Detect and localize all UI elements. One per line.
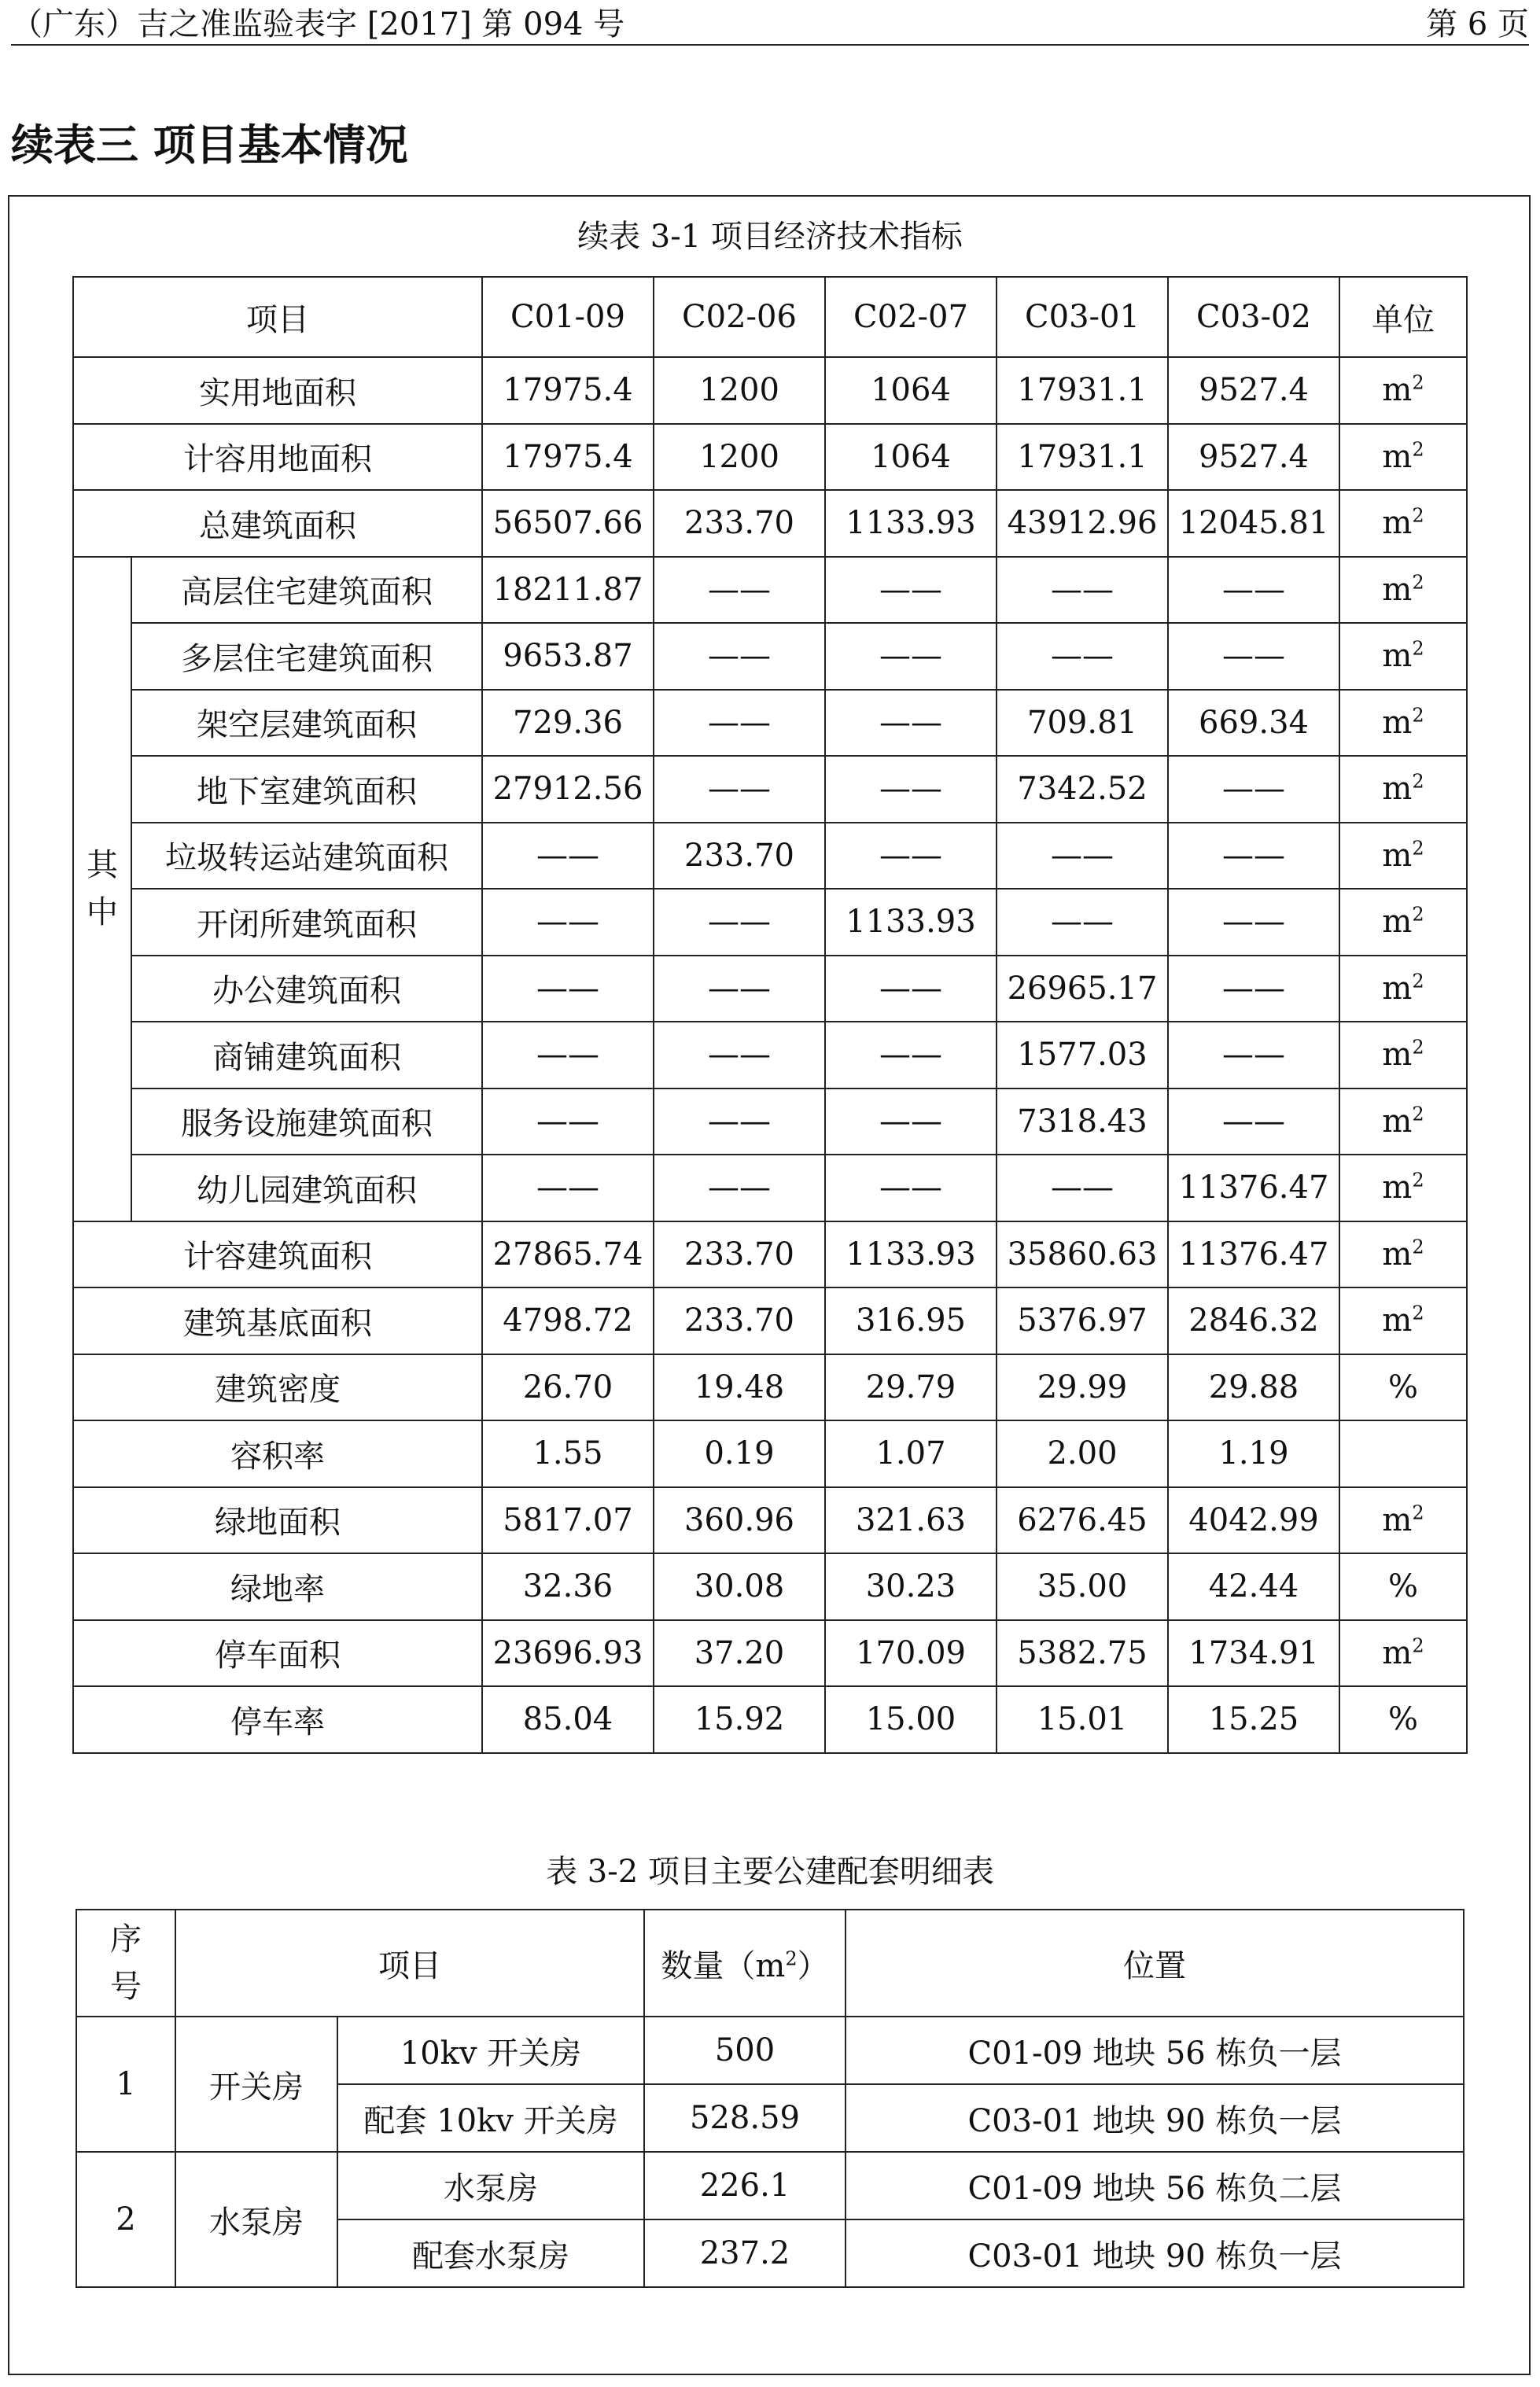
row-label: 计容建筑面积 <box>73 1221 482 1288</box>
unit-exponent: 2 <box>1412 837 1424 860</box>
table-header-row <box>73 277 1467 357</box>
value-cell: 233.70 <box>654 823 825 890</box>
table-row <box>73 1089 1467 1155</box>
value-cell: —— <box>654 557 825 624</box>
value-cell: —— <box>825 1089 997 1155</box>
value-cell: —— <box>997 823 1168 890</box>
value-cell: —— <box>997 623 1168 690</box>
column-header: C03-01 <box>997 277 1168 357</box>
unit-cell <box>1339 1089 1467 1155</box>
value-cell: —— <box>654 956 825 1022</box>
value-cell: —— <box>654 623 825 690</box>
column-header: C02-07 <box>825 277 997 357</box>
page-header <box>11 5 1529 46</box>
value-cell: 15.01 <box>997 1686 1168 1753</box>
category-cell: 水泵房 <box>175 2152 337 2287</box>
row-label: 总建筑面积 <box>73 490 482 557</box>
row-label: 服务设施建筑面积 <box>131 1089 482 1155</box>
value-cell: —— <box>482 956 654 1022</box>
unit-text: m <box>1382 970 1413 1007</box>
table1-caption: 续表 3-1 项目经济技术指标 <box>577 219 963 255</box>
table-row <box>73 756 1467 823</box>
row-label: 办公建筑面积 <box>131 956 482 1022</box>
value-cell: 2846.32 <box>1168 1287 1339 1354</box>
row-label: 架空层建筑面积 <box>131 690 482 757</box>
table-row <box>73 889 1467 956</box>
unit-text: m <box>1382 438 1413 475</box>
item-cell: 10kv 开关房 <box>337 2017 644 2084</box>
value-cell: —— <box>1168 1022 1339 1089</box>
table-row <box>76 2152 1464 2219</box>
unit-text: m <box>1382 1501 1413 1538</box>
unit-exponent: 2 <box>1412 704 1424 727</box>
value-cell: 1.07 <box>825 1420 997 1487</box>
table-row <box>73 1354 1467 1421</box>
value-cell: 35860.63 <box>997 1221 1168 1288</box>
unit-text: % <box>1387 1368 1418 1405</box>
value-cell: 5817.07 <box>482 1487 654 1554</box>
value-cell: 1064 <box>825 357 997 424</box>
unit-text: m <box>1382 1302 1413 1339</box>
value-cell: 4042.99 <box>1168 1487 1339 1554</box>
value-cell: —— <box>997 1155 1168 1221</box>
item-cell: 配套 10kv 开关房 <box>337 2084 644 2152</box>
value-cell: 1.55 <box>482 1420 654 1487</box>
unit-exponent: 2 <box>1412 1236 1424 1258</box>
unit-text: m <box>1382 638 1413 675</box>
unit-exponent: 2 <box>1412 1169 1424 1192</box>
unit-cell <box>1339 357 1467 424</box>
unit-exponent: 2 <box>1412 371 1424 394</box>
value-cell: —— <box>997 557 1168 624</box>
row-label: 地下室建筑面积 <box>131 756 482 823</box>
unit-cell <box>1339 1022 1467 1089</box>
value-cell: 30.23 <box>825 1553 997 1620</box>
unit-text: % <box>1387 1701 1418 1738</box>
value-cell: 709.81 <box>997 690 1168 757</box>
value-cell: 233.70 <box>654 490 825 557</box>
table-row <box>73 357 1467 424</box>
column-header: 项目 <box>73 277 482 357</box>
unit-exponent: 2 <box>1412 970 1424 993</box>
location-cell: C03-01 地块 90 栋负一层 <box>846 2219 1464 2287</box>
value-cell: 35.00 <box>997 1553 1168 1620</box>
value-cell: —— <box>654 889 825 956</box>
value-cell: 233.70 <box>654 1287 825 1354</box>
value-cell: 9527.4 <box>1168 424 1339 491</box>
table-row <box>73 1221 1467 1288</box>
unit-cell <box>1339 889 1467 956</box>
table-row <box>73 1686 1467 1753</box>
unit-text: m <box>1382 372 1413 409</box>
value-cell: 29.88 <box>1168 1354 1339 1421</box>
unit-cell <box>1339 557 1467 624</box>
unit-cell <box>1339 1354 1467 1421</box>
value-cell: —— <box>482 1155 654 1221</box>
quantity-cell: 500 <box>644 2017 846 2084</box>
unit-cell <box>1339 1487 1467 1554</box>
value-cell: 43912.96 <box>997 490 1168 557</box>
category-cell: 开关房 <box>175 2017 337 2152</box>
unit-cell <box>1339 1686 1467 1753</box>
value-cell: 17975.4 <box>482 357 654 424</box>
unit-text: m <box>1382 904 1413 941</box>
row-label: 垃圾转运站建筑面积 <box>131 823 482 890</box>
value-cell: —— <box>1168 956 1339 1022</box>
row-label: 开闭所建筑面积 <box>131 889 482 956</box>
unit-exponent: 2 <box>1412 637 1424 660</box>
unit-text: m <box>1382 1037 1413 1074</box>
value-cell: 5376.97 <box>997 1287 1168 1354</box>
value-cell: 1064 <box>825 424 997 491</box>
value-cell: 9653.87 <box>482 623 654 690</box>
table-row <box>73 424 1467 491</box>
section-title: 续表三 项目基本情况 <box>11 120 408 170</box>
unit-cell <box>1339 690 1467 757</box>
value-cell: 2.00 <box>997 1420 1168 1487</box>
value-cell: —— <box>825 557 997 624</box>
unit-text: m <box>1382 571 1413 608</box>
value-cell: 56507.66 <box>482 490 654 557</box>
value-cell: 27912.56 <box>482 756 654 823</box>
table-row <box>73 1022 1467 1089</box>
unit-exponent: 2 <box>1412 770 1424 793</box>
table2-caption: 表 3-2 项目主要公建配套明细表 <box>546 1854 994 1890</box>
unit-text: m <box>1382 837 1413 874</box>
location-cell: C01-09 地块 56 栋负二层 <box>846 2152 1464 2219</box>
seq-cell: 1 <box>76 2017 175 2152</box>
table-row <box>73 956 1467 1022</box>
unit-cell <box>1339 1620 1467 1687</box>
value-cell: —— <box>997 889 1168 956</box>
value-cell: 7318.43 <box>997 1089 1168 1155</box>
value-cell: —— <box>1168 889 1339 956</box>
quantity-cell: 237.2 <box>644 2219 846 2287</box>
table-row <box>73 1287 1467 1354</box>
unit-text: m <box>1382 704 1413 741</box>
value-cell: 15.00 <box>825 1686 997 1753</box>
value-cell: —— <box>825 1155 997 1221</box>
table-row <box>76 2017 1464 2084</box>
unit-cell <box>1339 1155 1467 1221</box>
value-cell: —— <box>654 1155 825 1221</box>
value-cell: 1200 <box>654 357 825 424</box>
value-cell: 32.36 <box>482 1553 654 1620</box>
value-cell: —— <box>482 1022 654 1089</box>
value-cell: —— <box>482 1089 654 1155</box>
item-cell: 配套水泵房 <box>337 2219 644 2287</box>
page-number: 第 6 页 <box>1426 6 1529 42</box>
seq-cell: 2 <box>76 2152 175 2287</box>
unit-cell <box>1339 1221 1467 1288</box>
value-cell: 1.19 <box>1168 1420 1339 1487</box>
public-facilities-table <box>76 1909 1464 2288</box>
row-label: 幼儿园建筑面积 <box>131 1155 482 1221</box>
value-cell: —— <box>825 623 997 690</box>
row-label: 停车率 <box>73 1686 482 1753</box>
value-cell: 19.48 <box>654 1354 825 1421</box>
row-label: 绿地率 <box>73 1553 482 1620</box>
value-cell: 321.63 <box>825 1487 997 1554</box>
unit-cell <box>1339 1287 1467 1354</box>
unit-cell <box>1339 623 1467 690</box>
item-header: 项目 <box>175 1910 644 2017</box>
value-cell: 15.92 <box>654 1686 825 1753</box>
seq-header: 序 <box>110 1921 142 1958</box>
row-label: 容积率 <box>73 1420 482 1487</box>
value-cell: 29.79 <box>825 1354 997 1421</box>
table-row <box>73 557 1467 624</box>
unit-text: m <box>1382 1236 1413 1273</box>
value-cell: 23696.93 <box>482 1620 654 1687</box>
value-cell: —— <box>825 756 997 823</box>
seq-header: 号 <box>110 1969 142 2005</box>
document-number: （广东）吉之准监验表字 [2017] 第 094 号 <box>11 6 625 42</box>
value-cell: —— <box>825 690 997 757</box>
row-label: 多层住宅建筑面积 <box>131 623 482 690</box>
quantity-cell: 528.59 <box>644 2084 846 2152</box>
location-cell: C03-01 地块 90 栋负一层 <box>846 2084 1464 2152</box>
value-cell: —— <box>482 823 654 890</box>
value-cell: 18211.87 <box>482 557 654 624</box>
value-cell: 11376.47 <box>1168 1221 1339 1288</box>
value-cell: 17931.1 <box>997 357 1168 424</box>
value-cell: 29.99 <box>997 1354 1168 1421</box>
value-cell: 15.25 <box>1168 1686 1339 1753</box>
row-label: 建筑密度 <box>73 1354 482 1421</box>
table-row <box>73 623 1467 690</box>
unit-exponent: 2 <box>1412 1634 1424 1657</box>
unit-exponent: 2 <box>1412 571 1424 594</box>
unit-cell <box>1339 756 1467 823</box>
value-cell: 1133.93 <box>825 1221 997 1288</box>
value-cell: 1133.93 <box>825 889 997 956</box>
unit-text: m <box>1382 505 1413 542</box>
value-cell: —— <box>654 690 825 757</box>
value-cell: —— <box>825 823 997 890</box>
value-cell: 360.96 <box>654 1487 825 1554</box>
value-cell: 42.44 <box>1168 1553 1339 1620</box>
unit-text: m <box>1382 1634 1413 1671</box>
row-label: 计容用地面积 <box>73 424 482 491</box>
value-cell: —— <box>825 956 997 1022</box>
value-cell: 4798.72 <box>482 1287 654 1354</box>
value-cell: 26965.17 <box>997 956 1168 1022</box>
group-label: 其 中 <box>87 847 118 930</box>
value-cell: 316.95 <box>825 1287 997 1354</box>
table-row <box>73 1487 1467 1554</box>
location-header: 位置 <box>846 1910 1464 2017</box>
value-cell: —— <box>1168 623 1339 690</box>
table-row <box>73 823 1467 890</box>
row-label: 高层住宅建筑面积 <box>131 557 482 624</box>
unit-text: % <box>1387 1568 1418 1605</box>
unit-exponent: 2 <box>1412 903 1424 926</box>
header-cell <box>76 1910 175 2017</box>
unit-text: m <box>1382 1103 1413 1140</box>
value-cell: 12045.81 <box>1168 490 1339 557</box>
value-cell: 11376.47 <box>1168 1155 1339 1221</box>
table-row <box>73 690 1467 757</box>
value-cell: —— <box>654 1089 825 1155</box>
value-cell: 5382.75 <box>997 1620 1168 1687</box>
column-header: 单位 <box>1339 277 1467 357</box>
table-header-row <box>76 1910 1464 2017</box>
unit-exponent: 2 <box>1412 1103 1424 1125</box>
value-cell: 26.70 <box>482 1354 654 1421</box>
column-header: C02-06 <box>654 277 825 357</box>
unit-text: m <box>1382 1170 1413 1206</box>
value-cell: —— <box>1168 823 1339 890</box>
unit-cell <box>1339 823 1467 890</box>
unit-cell <box>1339 956 1467 1022</box>
location-cell: C01-09 地块 56 栋负一层 <box>846 2017 1464 2084</box>
unit-cell <box>1339 424 1467 491</box>
quantity-header: 数量$(m^2)$ <box>644 1910 846 2017</box>
value-cell: —— <box>1168 1089 1339 1155</box>
economic-indicators-table <box>72 276 1468 1754</box>
quantity-cell: 226.1 <box>644 2152 846 2219</box>
table-row <box>73 1155 1467 1221</box>
unit-exponent: 2 <box>1412 1302 1424 1324</box>
value-cell: 9527.4 <box>1168 357 1339 424</box>
table-row <box>73 1420 1467 1487</box>
value-cell: 1200 <box>654 424 825 491</box>
value-cell: 233.70 <box>654 1221 825 1288</box>
value-cell: 0.19 <box>654 1420 825 1487</box>
value-cell: —— <box>1168 756 1339 823</box>
row-label: 建筑基底面积 <box>73 1287 482 1354</box>
value-cell: 7342.52 <box>997 756 1168 823</box>
value-cell: 729.36 <box>482 690 654 757</box>
row-label: 商铺建筑面积 <box>131 1022 482 1089</box>
unit-text: m <box>1382 771 1413 808</box>
column-header: C03-02 <box>1168 277 1339 357</box>
value-cell: 17975.4 <box>482 424 654 491</box>
unit-exponent: 2 <box>1412 1036 1424 1059</box>
row-label: 停车面积 <box>73 1620 482 1687</box>
row-label: 实用地面积 <box>73 357 482 424</box>
row-label: 绿地面积 <box>73 1487 482 1554</box>
unit-exponent: 2 <box>1412 504 1424 527</box>
table-row <box>73 1553 1467 1620</box>
unit-cell <box>1339 1420 1467 1487</box>
value-cell: 6276.45 <box>997 1487 1168 1554</box>
value-cell: 37.20 <box>654 1620 825 1687</box>
value-cell: 669.34 <box>1168 690 1339 757</box>
item-cell: 水泵房 <box>337 2152 644 2219</box>
unit-exponent: 2 <box>1412 1501 1424 1524</box>
table-row <box>73 490 1467 557</box>
value-cell: 170.09 <box>825 1620 997 1687</box>
value-cell: —— <box>654 756 825 823</box>
group-label-cell <box>73 557 131 1221</box>
value-cell: 30.08 <box>654 1553 825 1620</box>
value-cell: 1133.93 <box>825 490 997 557</box>
column-header: C01-09 <box>482 277 654 357</box>
value-cell: 85.04 <box>482 1686 654 1753</box>
value-cell: —— <box>1168 557 1339 624</box>
value-cell: 1577.03 <box>997 1022 1168 1089</box>
value-cell: 17931.1 <box>997 424 1168 491</box>
value-cell: —— <box>654 1022 825 1089</box>
table-row <box>73 1620 1467 1687</box>
value-cell: —— <box>825 1022 997 1089</box>
unit-cell <box>1339 1553 1467 1620</box>
unit-exponent: 2 <box>1412 438 1424 461</box>
unit-cell <box>1339 490 1467 557</box>
value-cell: —— <box>482 889 654 956</box>
value-cell: 27865.74 <box>482 1221 654 1288</box>
value-cell: 1734.91 <box>1168 1620 1339 1687</box>
